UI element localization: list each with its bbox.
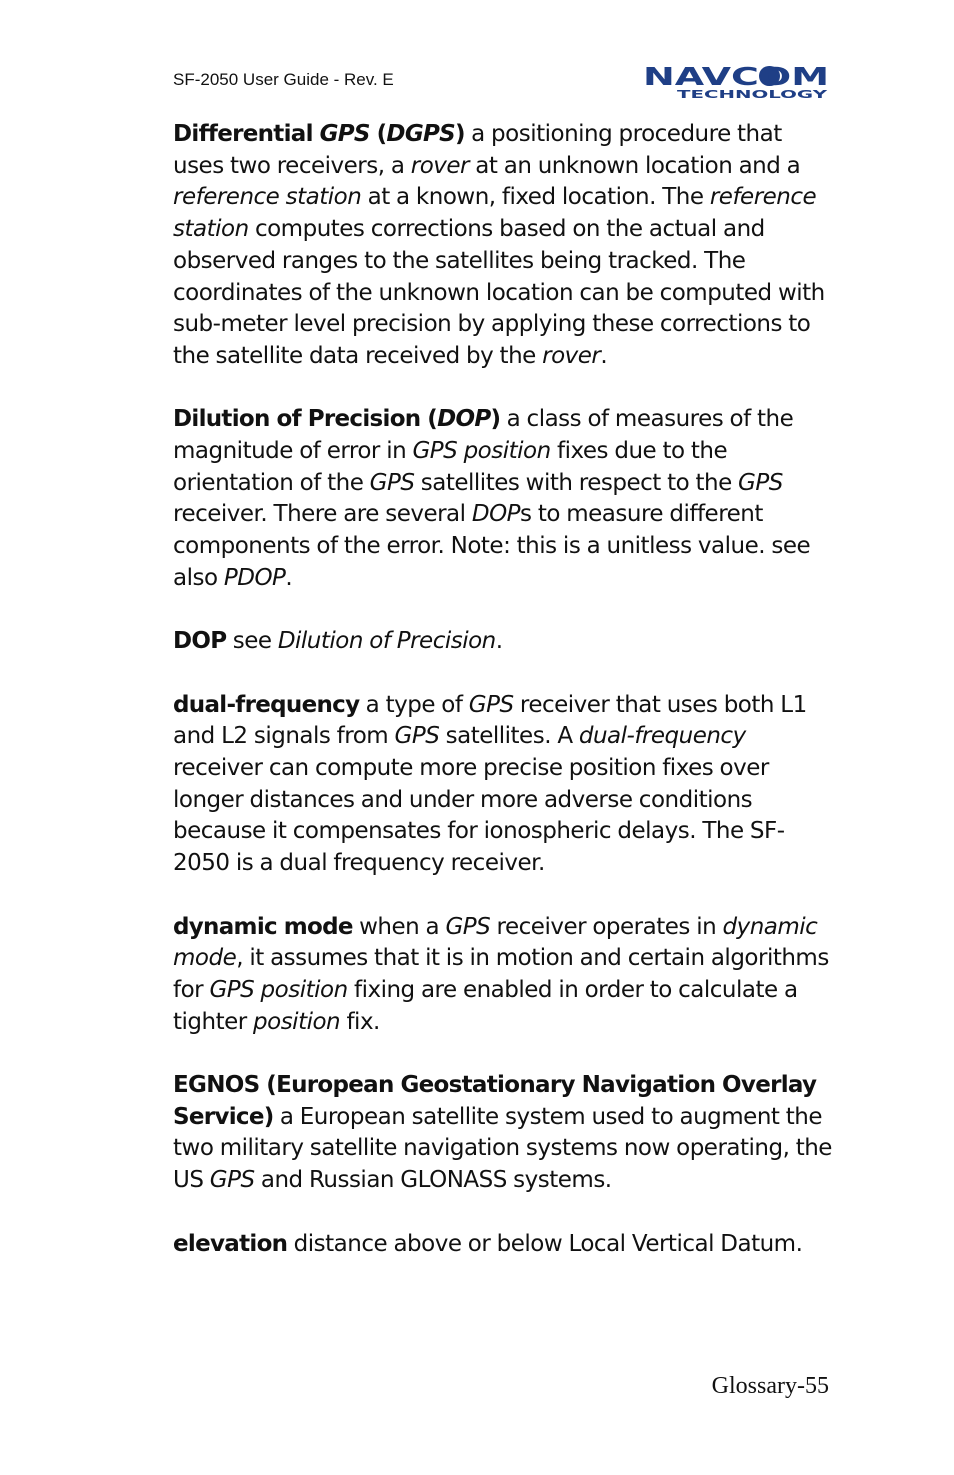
glossary-term: ) bbox=[455, 121, 465, 147]
definition-text: receiver. There are several bbox=[173, 501, 472, 528]
italic-reference: GPS bbox=[468, 691, 514, 718]
definition-text: a class of measures of the magnitude of error in bbox=[173, 406, 794, 465]
italic-reference: dynamic mode bbox=[173, 913, 818, 972]
glossary-term: GPS bbox=[319, 121, 370, 147]
definition-text: . bbox=[285, 564, 293, 591]
italic-reference: GPS bbox=[738, 469, 783, 496]
glossary-term: elevation bbox=[173, 1230, 288, 1257]
definition-text: a positioning procedure that uses two receivers, a bbox=[173, 121, 782, 179]
definition-text: see bbox=[226, 628, 278, 655]
definition-text: fixes due to the orientation of the bbox=[173, 438, 728, 496]
glossary-term: dual-frequency bbox=[173, 691, 360, 718]
definition-text: computes corrections based on the actual and observed ranges to the satellites being tracked. The coordinates of the unknown location can be computed with sub-meter level precision by applying these corrections to the satellite data received by the bbox=[173, 216, 825, 369]
italic-reference: GPS position bbox=[412, 438, 551, 465]
glossary-entry-dual-frequency bbox=[173, 690, 833, 880]
italic-reference: Dilution of Precision bbox=[277, 628, 496, 655]
definition-text: receiver can compute more precise position fixes over longer distances and under more adverse conditions because it compensates for ionospheric delays. The SF-2050 is a dual frequency receiver. bbox=[173, 755, 785, 877]
glossary-content bbox=[173, 119, 833, 1292]
glossary-entry-elevation bbox=[173, 1229, 833, 1261]
italic-reference: dual-frequency bbox=[578, 723, 746, 750]
italic-reference: reference station bbox=[173, 184, 817, 243]
italic-reference: rover bbox=[410, 152, 469, 179]
definition-text: . bbox=[495, 628, 503, 655]
glossary-term: DGPS bbox=[386, 121, 456, 147]
glossary-entry-egnos bbox=[173, 1070, 833, 1197]
glossary-term: DOP bbox=[173, 628, 227, 655]
italic-reference: reference station bbox=[173, 184, 362, 211]
glossary-term: Dilution of Precision ( bbox=[173, 406, 438, 433]
definition-text: fix. bbox=[340, 1008, 380, 1035]
definition-text: satellites. A bbox=[439, 723, 579, 750]
logo-wordmark: NAVCOM bbox=[643, 64, 829, 91]
definition-text: a European satellite system used to augment the two military satellite navigation systems now operating, the US bbox=[173, 1103, 832, 1194]
italic-reference: GPS bbox=[209, 1167, 255, 1194]
definition-text: and Russian GLONASS systems. bbox=[254, 1167, 612, 1194]
glossary-entry-dynamic-mode bbox=[173, 912, 833, 1039]
glossary-term: EGNOS (European Geostationary Navigation Overlay Service) bbox=[173, 1072, 817, 1130]
glossary-term: ( bbox=[369, 121, 387, 147]
navcom-logo bbox=[643, 64, 829, 100]
italic-reference: PDOP bbox=[223, 564, 286, 591]
definition-text: receiver that uses both L1 and L2 signals from bbox=[173, 691, 807, 750]
definition-text: fixing are enabled in order to calculate a tighter bbox=[173, 976, 798, 1035]
glossary-term: Differential bbox=[173, 121, 320, 147]
glossary-entry-differential-gps bbox=[173, 119, 833, 373]
italic-reference: position bbox=[253, 1008, 341, 1035]
definition-text: a type of bbox=[359, 691, 469, 718]
definition-text: distance above or below Local Vertical Datum. bbox=[287, 1230, 803, 1257]
glossary-entry-dilution-of-precision bbox=[173, 404, 833, 594]
definition-text: at a known, fixed location. The bbox=[361, 184, 710, 211]
italic-reference: GPS position bbox=[209, 976, 348, 1003]
definition-text: , it assumes that it is in motion and certain algorithms for bbox=[173, 945, 829, 1003]
italic-reference: rover bbox=[542, 342, 601, 369]
document-header-title: SF-2050 User Guide - Rev. E bbox=[173, 70, 394, 89]
definition-text: receiver operates in bbox=[490, 913, 723, 940]
glossary-term: DOP bbox=[437, 406, 491, 433]
italic-reference: GPS bbox=[394, 723, 440, 750]
glossary-entry-dop bbox=[173, 626, 833, 658]
definition-text: when a bbox=[352, 913, 446, 940]
italic-reference: DOP bbox=[471, 501, 521, 528]
definition-text: at an unknown location and a bbox=[468, 152, 801, 179]
glossary-term: ) bbox=[490, 406, 501, 433]
definition-text: . bbox=[600, 342, 608, 369]
page-number: Glossary-55 bbox=[711, 1373, 829, 1399]
definition-text: s to measure different components of the error. Note: this is a unitless value. see also bbox=[173, 501, 811, 591]
definition-text: satellites with respect to the bbox=[414, 469, 739, 496]
italic-reference: GPS bbox=[445, 913, 491, 940]
italic-reference: GPS bbox=[369, 469, 415, 496]
glossary-term: dynamic mode bbox=[173, 913, 353, 940]
logo-subtitle: TECHNOLOGY bbox=[677, 88, 829, 100]
